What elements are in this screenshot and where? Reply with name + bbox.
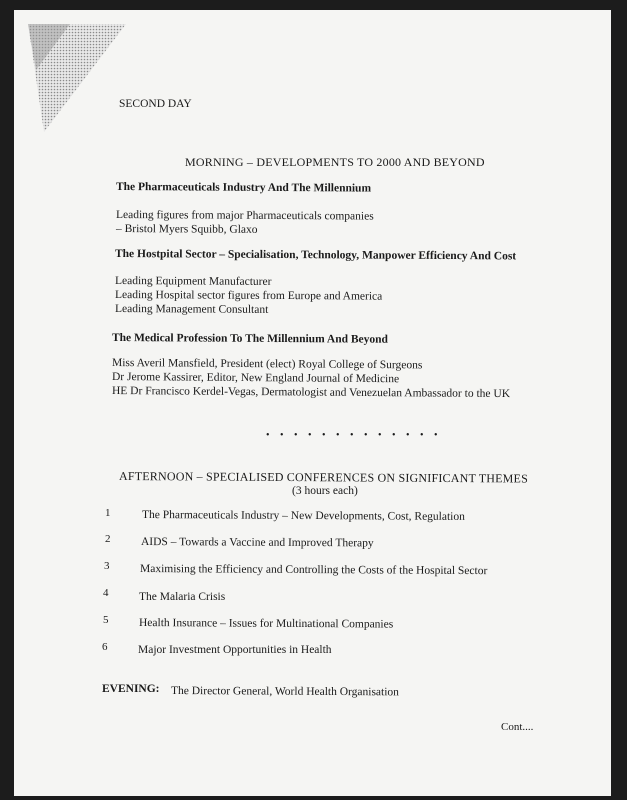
section-1-line: Leading figures from major Pharmaceuticals companies bbox=[115, 209, 374, 223]
item-number: 4 bbox=[103, 587, 109, 599]
item-text: Major Investment Opportunities in Health bbox=[138, 644, 332, 656]
item-number: 6 bbox=[102, 641, 108, 653]
item-number: 2 bbox=[105, 533, 111, 545]
section-3-line: HE Dr Francisco Kerdel-Vegas, Dermatologist and Venezuelan Ambassador to the UK bbox=[111, 385, 511, 401]
afternoon-heading: AFTERNOON – SPECIALISED CONFERENCES ON SIGNIFICANT THEMES bbox=[118, 469, 529, 486]
morning-heading: MORNING – DEVELOPMENTS TO 2000 AND BEYOND bbox=[185, 155, 485, 169]
item-text: Health Insurance – Issues for Multinational Companies bbox=[138, 617, 394, 631]
section-1-line: – Bristol Myers Squibb, Glaxo bbox=[115, 223, 258, 236]
section-3-line: Miss Averil Mansfield, President (elect) Royal College of Surgeons bbox=[111, 357, 423, 372]
evening-label: EVENING: bbox=[102, 683, 160, 695]
section-2-title: The Hostpital Sector – Specialisation, Technology, Manpower Efficiency And Cost bbox=[114, 248, 517, 263]
document-page bbox=[14, 10, 611, 796]
folded-corner-graphic bbox=[14, 10, 126, 132]
section-2-line: Leading Equipment Manufacturer bbox=[114, 275, 272, 288]
day-label: SECOND DAY bbox=[119, 98, 192, 110]
item-text: AIDS – Towards a Vaccine and Improved Therapy bbox=[140, 536, 374, 550]
item-number: 3 bbox=[104, 560, 110, 572]
evening-text: The Director General, World Health Organisation bbox=[170, 685, 399, 699]
section-3-title: The Medical Profession To The Millennium And Beyond bbox=[111, 332, 388, 346]
item-number: 1 bbox=[105, 507, 111, 519]
item-number: 5 bbox=[103, 614, 109, 626]
section-3-line: Dr Jerome Kassirer, Editor, New England Journal of Medicine bbox=[111, 371, 400, 386]
continued-note: Cont.... bbox=[501, 721, 534, 733]
separator-dots: • • • • • • • • • • • • • bbox=[266, 430, 442, 441]
section-2-line: Leading Management Consultant bbox=[114, 303, 269, 316]
item-text: The Pharmaceuticals Industry – New Developments, Cost, Regulation bbox=[141, 509, 465, 523]
item-text: The Malaria Crisis bbox=[139, 591, 226, 603]
afternoon-subheading: (3 hours each) bbox=[292, 485, 358, 497]
item-text: Maximising the Efficiency and Controlling the Costs of the Hospital Sector bbox=[139, 563, 488, 578]
section-2-line: Leading Hospital sector figures from Europe and America bbox=[114, 289, 383, 303]
section-1-title: The Pharmaceuticals Industry And The Millennium bbox=[115, 181, 372, 195]
